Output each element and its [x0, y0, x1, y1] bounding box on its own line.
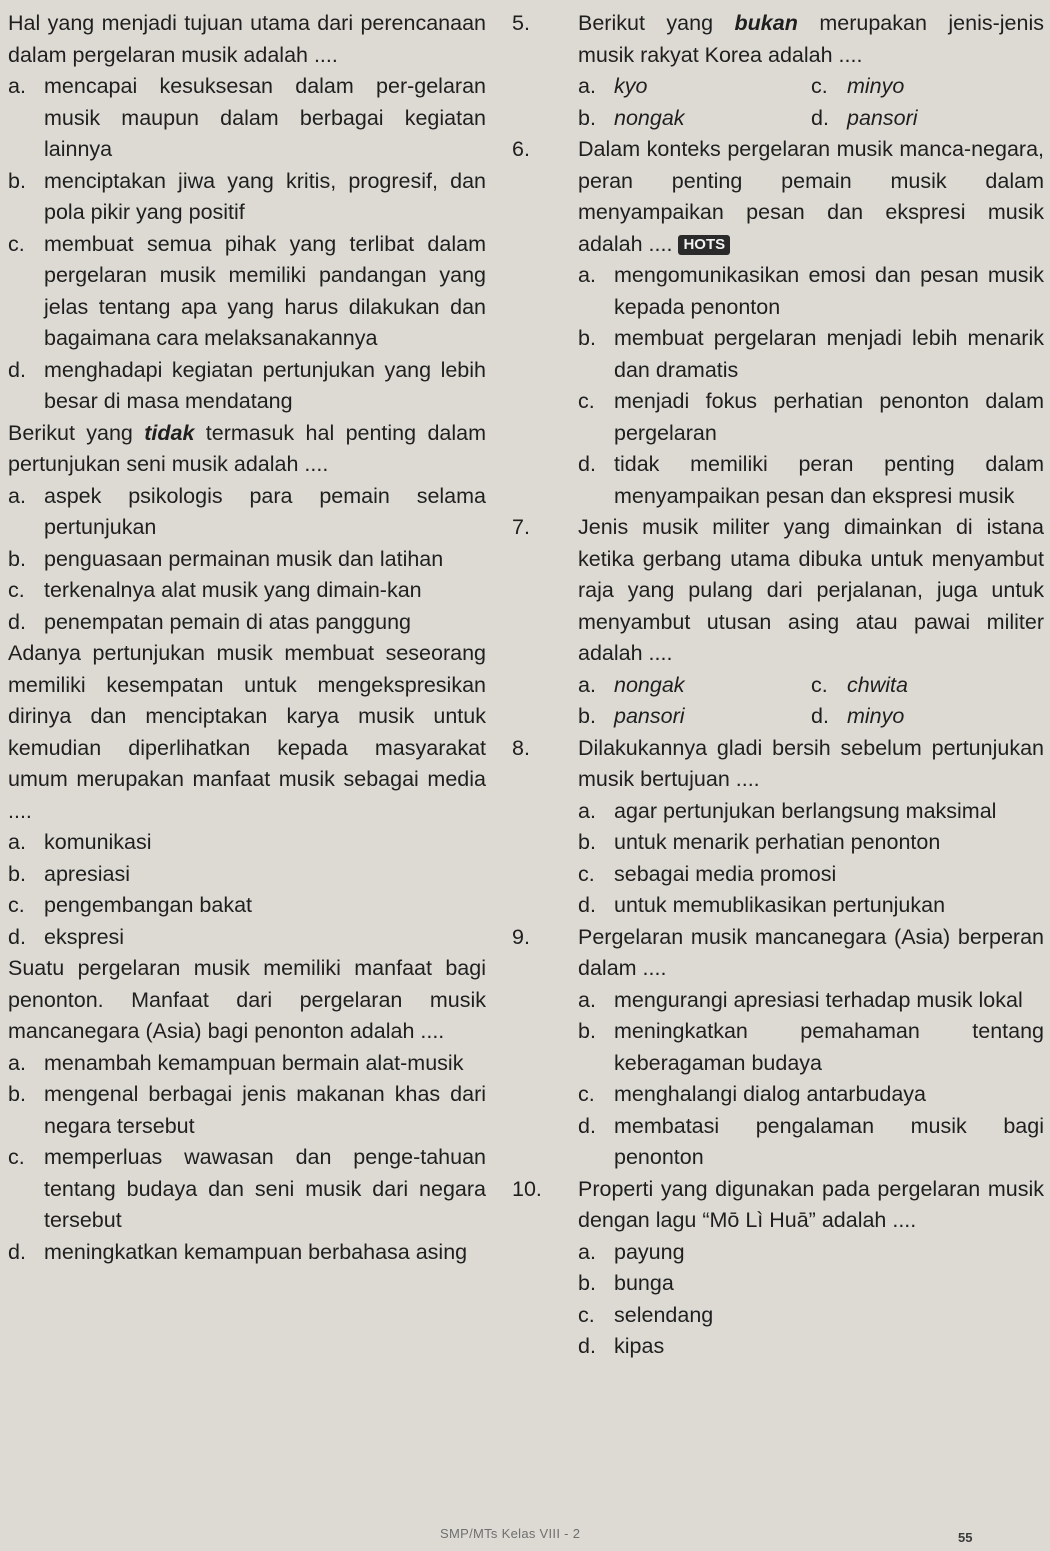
footer-class-label: SMP/MTs Kelas VIII - 2 — [440, 1526, 581, 1541]
question-left-3 — [8, 638, 486, 953]
option-c[interactable]: c. membuat semua pihak yang terlibat dalam pergelaran musik memiliki pandangan yang jelas tentang apa yang harus dilakukan dan bagaimana cara melaksanakannya — [8, 231, 486, 350]
hots-badge: HOTS — [678, 235, 730, 255]
option-b[interactable]: b. nongak — [578, 105, 685, 130]
page-number: 55 — [958, 1530, 973, 1545]
question-stem: Pergelaran musik mancanegara (Asia) berperan dalam .... — [578, 924, 1044, 980]
question-stem: Dalam konteks pergelaran musik manca-negara, peran penting pemain musik dalam menyampaikan pesan dan ekspresi musik adalah .... HOTS — [578, 137, 1044, 256]
option-d[interactable]: d. meningkatkan kemampuan berbahasa asing — [8, 1239, 468, 1264]
question-number: 8. — [512, 735, 530, 760]
option-d[interactable]: d. penempatan pemain di atas panggung — [8, 609, 411, 634]
option-c[interactable]: c. minyo — [811, 74, 905, 98]
question-6 — [512, 134, 1044, 512]
emphasis-word: tidak — [144, 420, 195, 445]
option-d[interactable]: d. kipas — [578, 1334, 665, 1358]
question-number: 9. — [512, 924, 530, 949]
question-left-1 — [8, 8, 486, 418]
question-5 — [512, 8, 1044, 134]
question-number: 5. — [512, 11, 530, 35]
option-c[interactable]: c. sebagai media promosi — [578, 861, 837, 886]
left-column — [8, 8, 486, 1268]
option-b[interactable]: b. untuk menarik perhatian penonton — [578, 830, 941, 854]
question-left-4 — [8, 953, 486, 1268]
question-stem: Adanya pertunjukan musik membuat seseorang memiliki kesempatan untuk mengekspresikan dirinya dan menciptakan karya musik untuk kemudian diperlihatkan kepada masyarakat umum merupakan manfaat musik sebagai media .... — [8, 641, 486, 823]
option-d[interactable]: d. untuk memublikasikan pertunjukan — [578, 893, 946, 917]
question-stem: Jenis musik militer yang dimainkan di istana ketika gerbang utama dibuka untuk menyambut raja yang pulang dari perjalanan, juga untuk menyambut utusan asing atau pawai militer adalah .... — [578, 515, 1044, 665]
option-c[interactable]: c. terkenalnya alat musik yang dimain-kan — [8, 578, 422, 602]
option-b[interactable]: b. apresiasi — [8, 861, 131, 886]
option-b[interactable]: b. meningkatkan pemahaman tentang keberagaman budaya — [578, 1019, 1044, 1075]
question-stem: Properti yang digunakan pada pergelaran musik dengan lagu “Mō Lì Huā” adalah .... — [578, 1176, 1044, 1232]
option-b[interactable]: b. mengenal berbagai jenis makanan khas dari negara tersebut — [8, 1082, 486, 1138]
option-d[interactable]: d. menghadapi kegiatan pertunjukan yang lebih besar di masa mendatang — [8, 357, 486, 413]
option-a[interactable]: a. nongak — [578, 672, 685, 697]
option-b[interactable]: b. membuat pergelaran menjadi lebih menarik dan dramatis — [578, 326, 1044, 382]
option-b[interactable]: b. menciptakan jiwa yang kritis, progresif, dan pola pikir yang positif — [8, 168, 486, 224]
emphasis-word: bukan — [734, 11, 798, 35]
option-b[interactable]: b. penguasaan permainan musik dan latihan — [8, 546, 444, 571]
question-10 — [512, 1174, 1044, 1363]
question-7 — [512, 512, 1044, 733]
question-stem: Berikut yang tidak termasuk hal penting dalam pertunjukan seni musik adalah .... — [8, 420, 487, 476]
option-a[interactable]: a. agar pertunjukan berlangsung maksimal — [578, 798, 997, 823]
question-number: 6. — [512, 137, 530, 161]
option-b[interactable]: b. bunga — [578, 1271, 674, 1295]
option-c[interactable]: c. memperluas wawasan dan penge-tahuan tentang budaya dan seni musik dari negara tersebut — [8, 1145, 486, 1232]
option-a[interactable]: a. komunikasi — [8, 830, 152, 854]
option-c[interactable]: c. menjadi fokus perhatian penonton dalam pergelaran — [578, 389, 1044, 445]
option-d[interactable]: d. ekspresi — [8, 924, 125, 949]
question-stem: Berikut yang bukan merupakan jenis-jenis musik rakyat Korea adalah .... — [578, 11, 1045, 67]
option-b[interactable]: b. pansori — [578, 704, 685, 728]
option-a[interactable]: a. mengurangi apresiasi terhadap musik lokal — [578, 987, 1023, 1012]
question-number: 10. — [512, 1176, 542, 1201]
question-stem: Hal yang menjadi tujuan utama dari perencanaan dalam pergelaran musik adalah .... — [8, 11, 486, 67]
page-footer — [0, 1520, 1050, 1551]
option-d[interactable]: d. tidak memiliki peran penting dalam menyampaikan pesan dan ekspresi musik — [578, 452, 1044, 508]
option-a[interactable]: a. mengomunikasikan emosi dan pesan musik kepada penonton — [578, 263, 1044, 319]
option-a[interactable]: a. menambah kemampuan bermain alat-musik — [8, 1050, 464, 1075]
question-number: 7. — [512, 515, 530, 539]
option-d[interactable]: d. membatasi pengalaman musik bagi penonton — [578, 1113, 1044, 1169]
question-left-2 — [8, 418, 486, 639]
option-a[interactable]: a. mencapai kesuksesan dalam per-gelaran musik maupun dalam berbagai kegiatan lainnya — [8, 74, 486, 161]
option-a[interactable]: a. payung — [578, 1239, 685, 1264]
question-stem: Suatu pergelaran musik memiliki manfaat bagi penonton. Manfaat dari pergelaran musik mancanegara (Asia) bagi penonton adalah .... — [8, 956, 486, 1043]
option-c[interactable]: c. pengembangan bakat — [8, 893, 253, 917]
option-d[interactable]: d. minyo — [811, 704, 905, 728]
question-stem: Dilakukannya gladi bersih sebelum pertunjukan musik bertujuan .... — [578, 735, 1044, 791]
question-9 — [512, 922, 1044, 1174]
option-c[interactable]: c. menghalangi dialog antarbudaya — [578, 1082, 926, 1106]
right-column — [512, 8, 1044, 1363]
option-a[interactable]: a. aspek psikologis para pemain selama pertunjukan — [8, 483, 486, 539]
option-d[interactable]: d. pansori — [811, 105, 918, 130]
option-a[interactable]: a. kyo — [578, 74, 648, 98]
option-c[interactable]: c. selendang — [578, 1302, 714, 1327]
question-8 — [512, 733, 1044, 922]
option-c[interactable]: c. chwita — [811, 672, 908, 697]
